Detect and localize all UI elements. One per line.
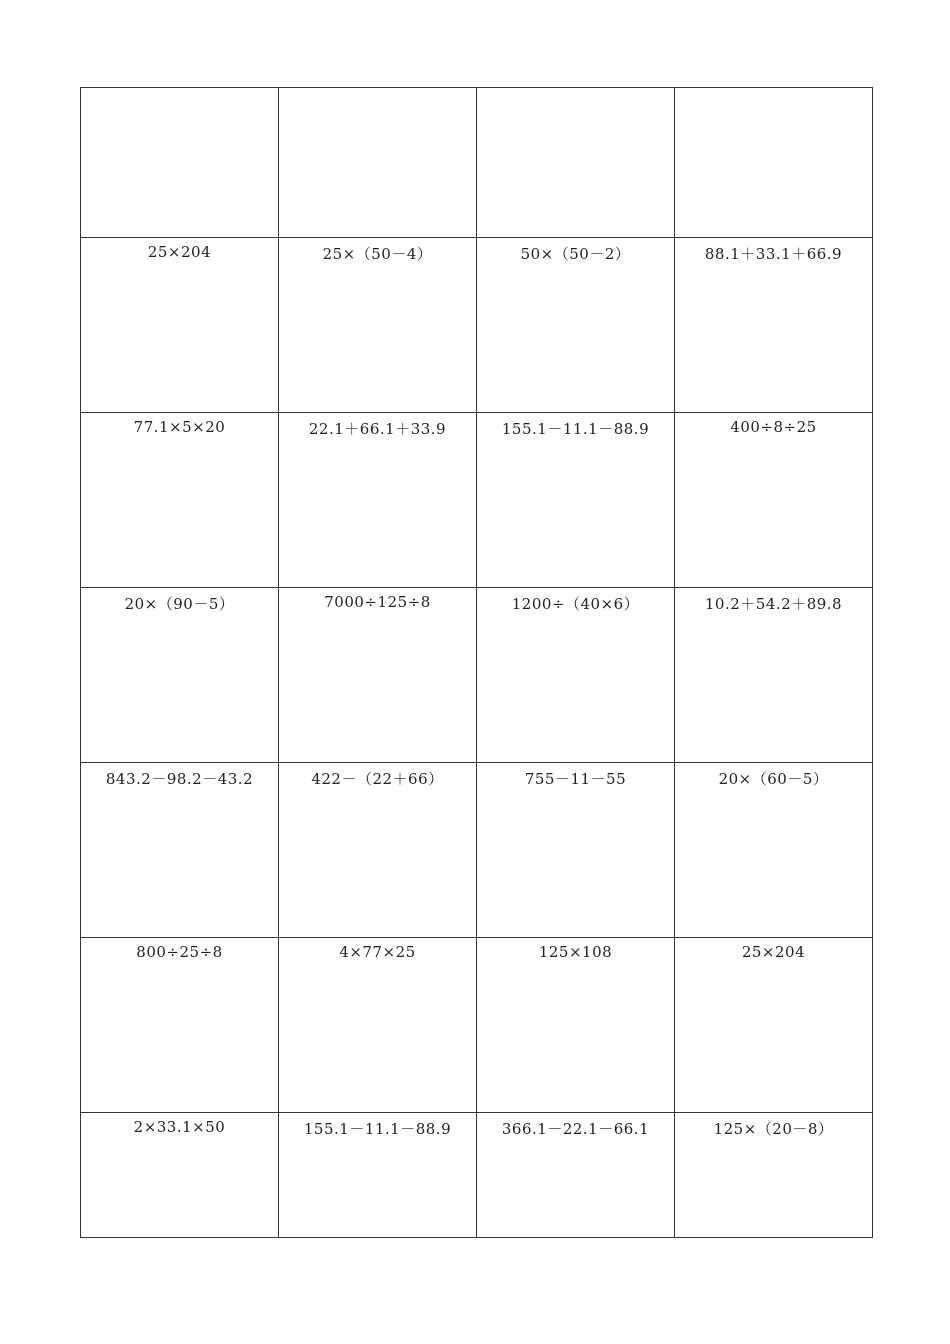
problem-expression: 800÷25÷8 <box>136 943 223 961</box>
problem-cell <box>279 938 477 1113</box>
problem-expression: 50×（50－2） <box>520 245 631 263</box>
worksheet-row <box>81 413 873 588</box>
problem-cell <box>81 88 279 238</box>
problem-cell <box>477 413 675 588</box>
problem-expression: 155.1－11.1－88.9 <box>303 1120 452 1138</box>
problem-cell <box>81 1113 279 1238</box>
problem-cell <box>477 938 675 1113</box>
problem-cell <box>279 88 477 238</box>
problem-expression: 422－（22＋66） <box>311 770 444 788</box>
problem-cell <box>477 763 675 938</box>
problem-expression <box>675 88 872 93</box>
problem-expression: 2×33.1×50 <box>133 1118 226 1136</box>
problem-cell <box>81 238 279 413</box>
problem-cell <box>279 413 477 588</box>
problem-expression: 88.1＋33.1＋66.9 <box>704 245 843 263</box>
problem-expression: 77.1×5×20 <box>133 418 226 436</box>
problem-cell <box>675 763 873 938</box>
problem-expression: 755－11－55 <box>524 770 627 788</box>
problem-expression: 125×108 <box>538 943 613 961</box>
problem-cell <box>675 1113 873 1238</box>
worksheet-row <box>81 88 873 238</box>
problem-expression: 22.1＋66.1＋33.9 <box>308 420 447 438</box>
problem-expression: 20×（60－5） <box>718 770 829 788</box>
problem-expression: 7000÷125÷8 <box>324 593 431 611</box>
problem-cell <box>279 588 477 763</box>
problem-cell <box>675 88 873 238</box>
problem-cell <box>81 938 279 1113</box>
problem-expression: 10.2＋54.2＋89.8 <box>704 595 843 613</box>
problem-expression: 1200÷（40×6） <box>511 595 640 613</box>
problem-expression: 125×（20－8） <box>713 1120 834 1138</box>
problem-cell <box>279 763 477 938</box>
problem-expression: 20×（90－5） <box>124 595 235 613</box>
problem-cell <box>477 1113 675 1238</box>
problem-expression <box>477 88 674 93</box>
problem-cell <box>279 1113 477 1238</box>
problem-expression: 25×204 <box>741 943 806 961</box>
problem-expression: 155.1－11.1－88.9 <box>501 420 650 438</box>
problem-cell <box>675 413 873 588</box>
problem-cell <box>675 938 873 1113</box>
problem-cell <box>675 238 873 413</box>
problem-expression: 4×77×25 <box>339 943 416 961</box>
problem-cell <box>477 88 675 238</box>
worksheet-grid <box>80 87 873 1238</box>
problem-cell <box>81 763 279 938</box>
problem-cell <box>477 588 675 763</box>
worksheet-row <box>81 763 873 938</box>
problem-expression: 25×（50－4） <box>322 245 433 263</box>
problem-expression: 366.1－22.1－66.1 <box>501 1120 650 1138</box>
problem-expression: 25×204 <box>147 243 212 261</box>
problem-expression <box>81 88 278 93</box>
problem-cell <box>477 238 675 413</box>
problem-expression: 400÷8÷25 <box>730 418 817 436</box>
problem-expression: 843.2－98.2－43.2 <box>105 770 254 788</box>
worksheet-row <box>81 1113 873 1238</box>
problem-cell <box>279 238 477 413</box>
worksheet-row <box>81 938 873 1113</box>
problem-cell <box>81 588 279 763</box>
problem-cell <box>81 413 279 588</box>
problem-expression <box>279 88 476 93</box>
worksheet-row <box>81 238 873 413</box>
problem-cell <box>675 588 873 763</box>
worksheet-row <box>81 588 873 763</box>
